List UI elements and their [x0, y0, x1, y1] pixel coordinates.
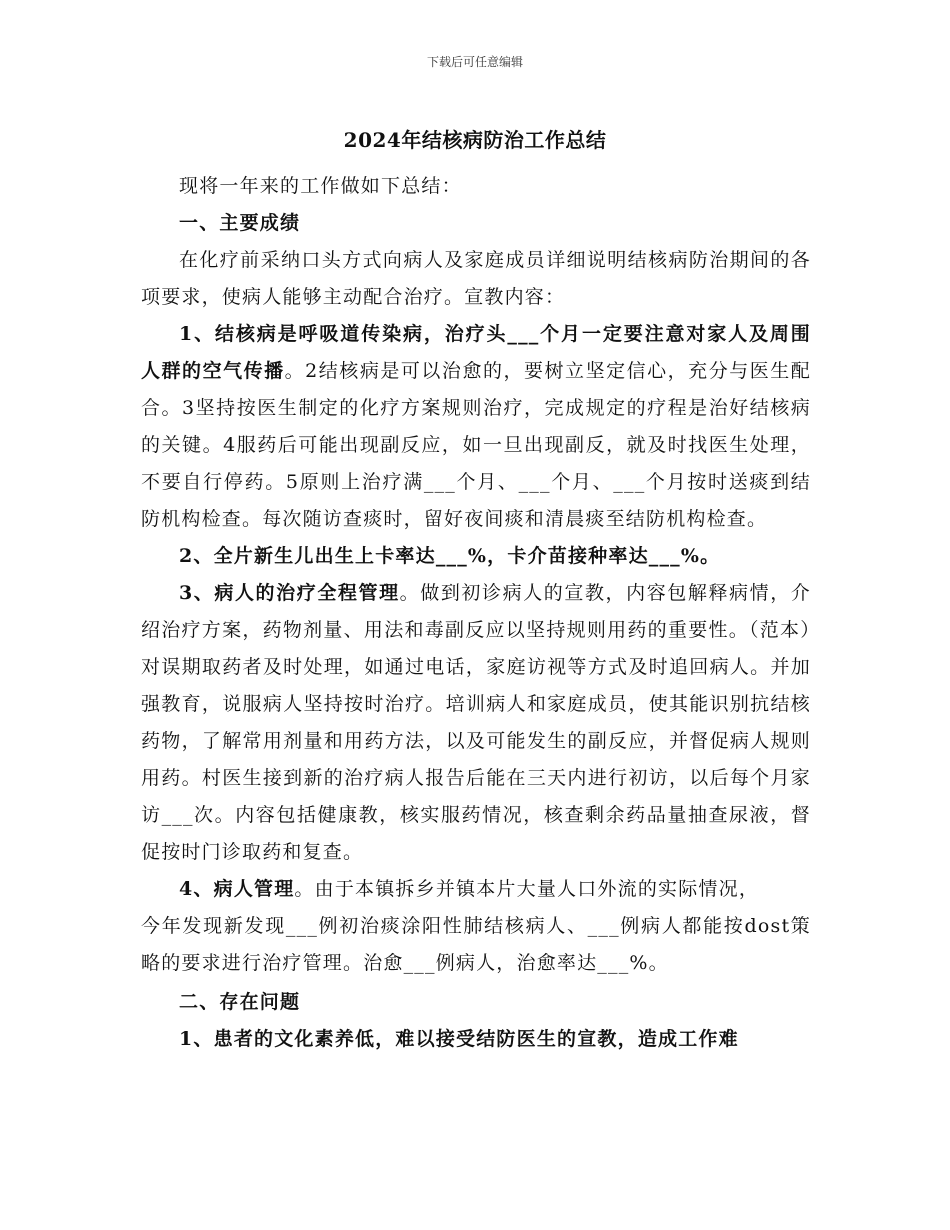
item-3-paragraph	[141, 575, 811, 871]
item-3-bold-text: 3、病人的治疗全程管理	[179, 582, 400, 604]
item-1-bold-text: 1、结核病是呼吸道传染病，治疗头___个月一定要注意对家人及周围人群的空气传播	[141, 323, 811, 382]
item-1-paragraph	[141, 316, 811, 538]
item-3-text: 。做到初诊病人的宣教，内容包解释病情，介绍治疗方案，药物剂量、用法和毒副反应以坚持规则用药的重要性。（范本）对误期取药者及时处理，如通过电话，家庭访视等方式及时追回病人。并加强教育，说服病人坚持按时治疗。培训病人和家庭成员，使其能识别抗结核药物，了解常用剂量和用药方法，以及可能发生的副反应，并督促病人规则用药。村医生接到新的治疗病人报告后能在三天内进行初访，以后每个月家访___次。内容包括健康教，核实服药情况，核查剩余药品量抽查尿液，督促按时门诊取药和复查。	[141, 582, 811, 863]
item-2-bold-text: 2、全片新生儿出生上卡率达___%，卡介苗接种率达___%。	[179, 545, 721, 567]
item-4-first-line	[141, 871, 811, 908]
document-title: 2024年结核病防治工作总结	[343, 128, 607, 152]
document-body	[141, 168, 811, 1058]
item-1-text: 。2结核病是可以治愈的，要树立坚定信心，充分与医生配合。3坚持按医生制定的化疗方案规则治疗，完成规定的疗程是治好结核病的关键。4服药后可能出现副反应，如一旦出现副反，就及时找医生处理，不要自行停药。5原则上治疗满___个月、___个月、___个月按时送痰到结防机构检查。每次随访查痰时，留好夜间痰和清晨痰至结防机构检查。	[141, 360, 811, 530]
section-heading-problems: 二、存在问题	[179, 991, 301, 1013]
header-note: 下载后可任意编辑	[426, 55, 523, 69]
intro-paragraph: 现将一年来的工作做如下总结：	[179, 175, 462, 197]
section-heading-achievements: 一、主要成绩	[179, 212, 301, 234]
item-4-paragraph-cont: 今年发现新发现___例初治痰涂阳性肺结核病人、___例病人都能按dost策略的要求进行治疗管理。治愈___例病人，治愈率达___%。	[141, 915, 811, 974]
item-2-paragraph	[141, 538, 811, 575]
item-4-bold-text: 4、病人管理	[179, 878, 295, 900]
education-paragraph: 在化疗前采纳口头方式向病人及家庭成员详细说明结核病防治期间的各项要求，使病人能够主动配合治疗。宣教内容：	[141, 249, 811, 308]
problem-item-1: 1、患者的文化素养低，难以接受结防医生的宣教，造成工作难	[179, 1028, 739, 1050]
item-4-text-line1: 。由于本镇拆乡并镇本片大量人口外流的实际情况，	[294, 878, 760, 900]
